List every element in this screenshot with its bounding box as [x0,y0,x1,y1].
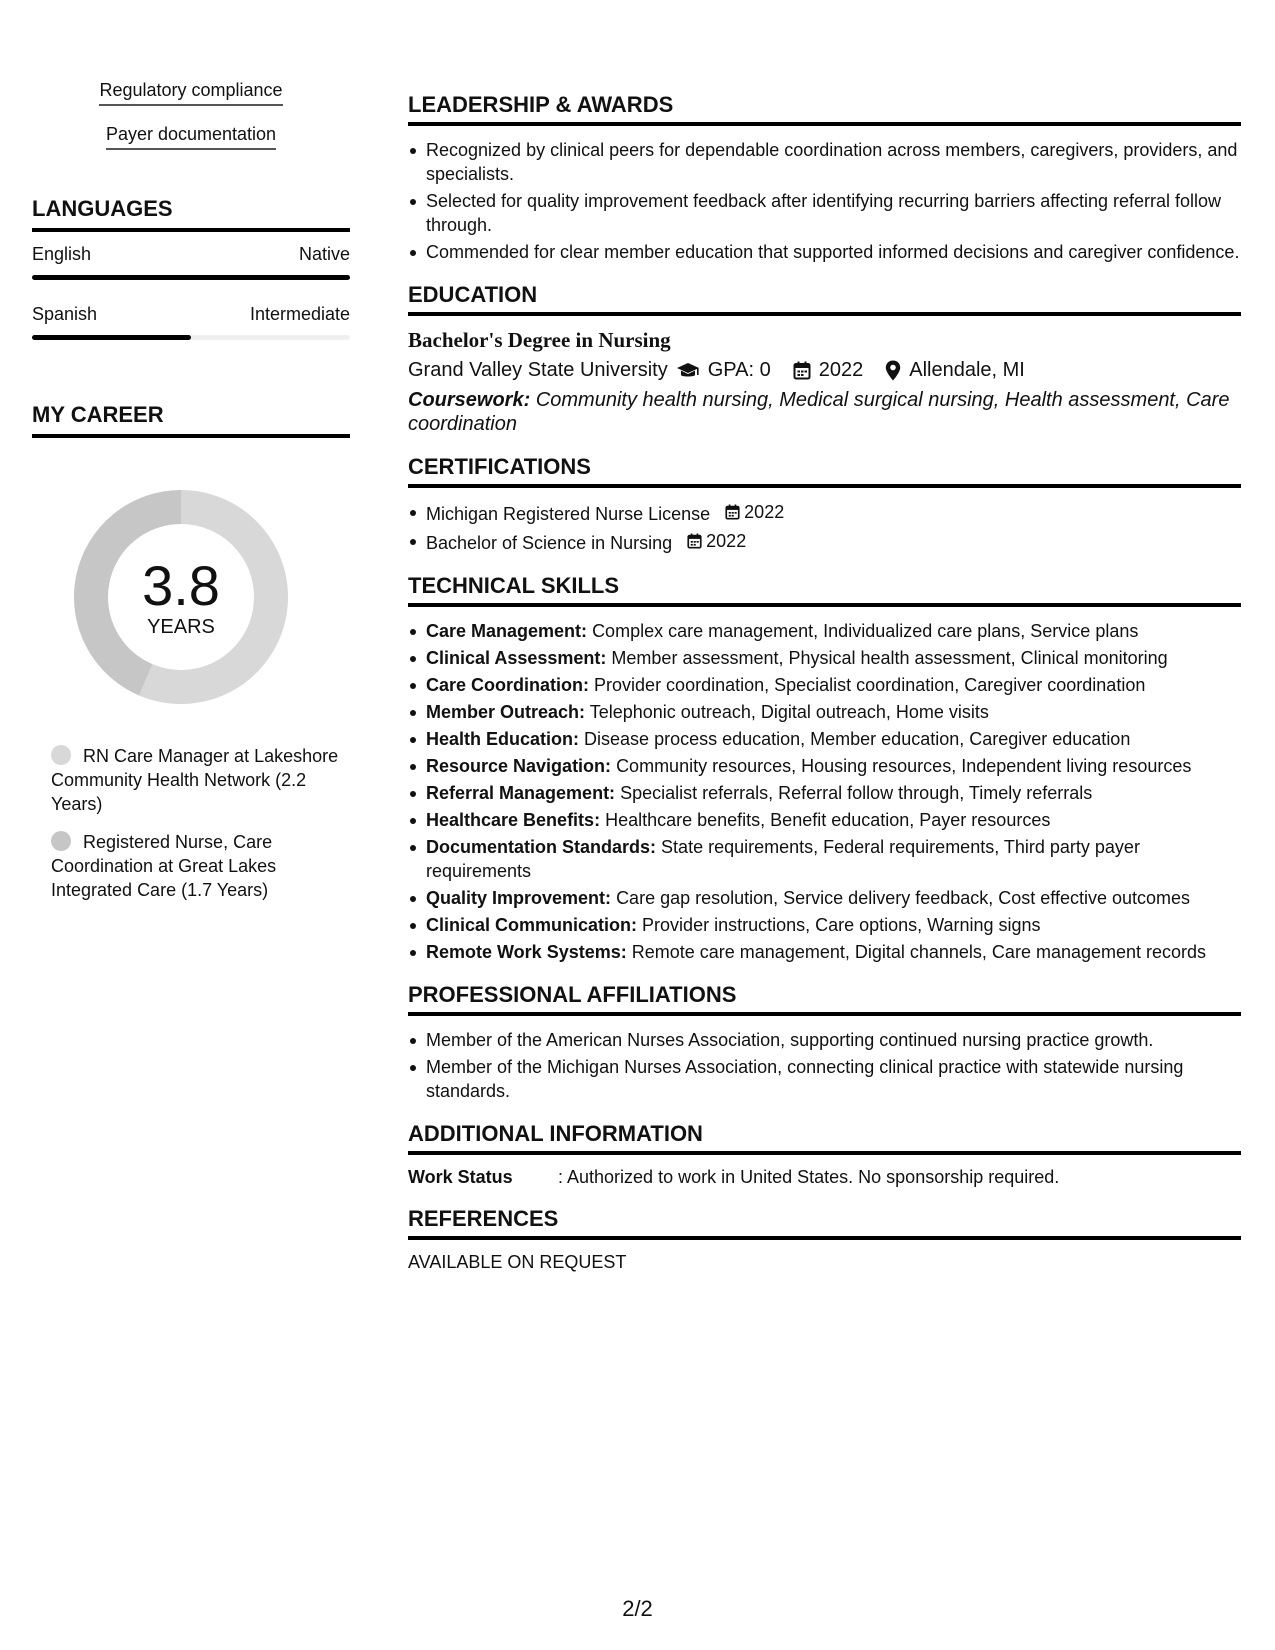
skills-section [408,573,1241,964]
language-item [32,304,350,340]
career-total-unit: YEARS [147,616,215,638]
language-name: English [32,244,92,264]
skill-item: Care Coordination: Provider coordination, Specialist coordination, Caregiver coordination [408,673,1241,697]
section-heading: EDUCATION [408,282,1241,316]
section-heading: REFERENCES [408,1206,1241,1240]
strength-item: Regulatory compliance [32,80,350,106]
coursework: Coursework: Community health nursing, Medical surgical nursing, Health assessment, Care coordination [408,389,1230,435]
gpa: GPA: 0 [707,359,771,381]
education-section [408,282,1241,436]
page-number: 2/2 [622,1596,653,1621]
right-column [408,92,1241,1291]
list-item: Member of the American Nurses Association, supporting continued nursing practice growth. [408,1028,1241,1052]
skill-item: Remote Work Systems: Remote care management, Digital channels, Care management records [408,940,1241,964]
skill-item: Documentation Standards: State requirements, Federal requirements, Third party payer requirements [408,835,1241,883]
graduation-cap-icon [676,362,700,380]
leadership-section [408,92,1241,264]
career-legend-dot [51,745,71,765]
languages-heading: LANGUAGES [32,196,350,232]
section-heading: ADDITIONAL INFORMATION [408,1121,1241,1155]
skill-item: Healthcare Benefits: Healthcare benefits, Benefit education, Payer resources [408,808,1241,832]
additional-section [408,1121,1241,1188]
references-section [408,1206,1241,1273]
career-donut [66,482,296,712]
career-item: Registered Nurse, Care Coordination at Great Lakes Integrated Care (1.7 Years) [51,832,277,900]
career-total-value: 3.8 [142,554,220,617]
calendar-icon [793,361,811,380]
section-heading: PROFESSIONAL AFFILIATIONS [408,982,1241,1016]
school-location: Allendale, MI [909,359,1025,381]
school-name: Grand Valley State University [408,359,668,381]
skill-item: Care Management: Complex care management, Individualized care plans, Service plans [408,619,1241,643]
language-bar-fill [32,275,350,280]
career-heading: MY CAREER [32,402,350,438]
language-name: Spanish [32,304,98,324]
language-item [32,244,350,280]
career-legend-dot [51,831,71,851]
language-bar-fill [32,335,191,340]
section-heading: CERTIFICATIONS [408,454,1241,488]
calendar-icon [725,504,740,520]
skill-item: Health Education: Disease process education, Member education, Caregiver education [408,727,1241,751]
skill-item: Resource Navigation: Community resources, Housing resources, Independent living resources [408,754,1241,778]
section-heading: TECHNICAL SKILLS [408,573,1241,607]
certifications-section [408,454,1241,555]
references-text: AVAILABLE ON REQUEST [408,1252,627,1272]
degree-title: Bachelor's Degree in Nursing [408,328,671,352]
certification-item: Michigan Registered Nurse License 2022 [408,500,1241,526]
left-column [32,80,350,916]
list-item: Member of the Michigan Nurses Association, connecting clinical practice with statewide nursing standards. [408,1055,1241,1103]
certification-item: Bachelor of Science in Nursing 2022 [408,529,1241,555]
strength-item: Payer documentation [32,124,350,150]
language-level: Native [298,244,350,264]
language-level: Intermediate [249,304,350,324]
list-item: Selected for quality improvement feedback after identifying recurring barriers affecting referral follow through. [408,189,1241,237]
skill-item: Clinical Communication: Provider instructions, Care options, Warning signs [408,913,1241,937]
work-status-label: Work Status [408,1167,513,1187]
location-pin-icon [885,360,901,381]
language-bar [32,275,350,280]
list-item: Recognized by clinical peers for dependable coordination across members, caregivers, providers, and specialists. [408,138,1241,186]
career-list [51,744,341,902]
skill-item: Quality Improvement: Care gap resolution, Service delivery feedback, Cost effective outcomes [408,886,1241,910]
section-heading: LEADERSHIP & AWARDS [408,92,1241,126]
skill-item: Clinical Assessment: Member assessment, Physical health assessment, Clinical monitoring [408,646,1241,670]
calendar-icon [687,533,702,549]
graduation-year: 2022 [818,359,864,381]
list-item: Commended for clear member education that supported informed decisions and caregiver confidence. [408,240,1241,264]
language-bar [32,335,350,340]
affiliations-section [408,982,1241,1103]
skill-item: Member Outreach: Telephonic outreach, Digital outreach, Home visits [408,700,1241,724]
work-status-value: : Authorized to work in United States. No sponsorship required. [558,1167,1060,1187]
skill-item: Referral Management: Specialist referrals, Referral follow through, Timely referrals [408,781,1241,805]
career-item: RN Care Manager at Lakeshore Community Health Network (2.2 Years) [51,746,339,814]
